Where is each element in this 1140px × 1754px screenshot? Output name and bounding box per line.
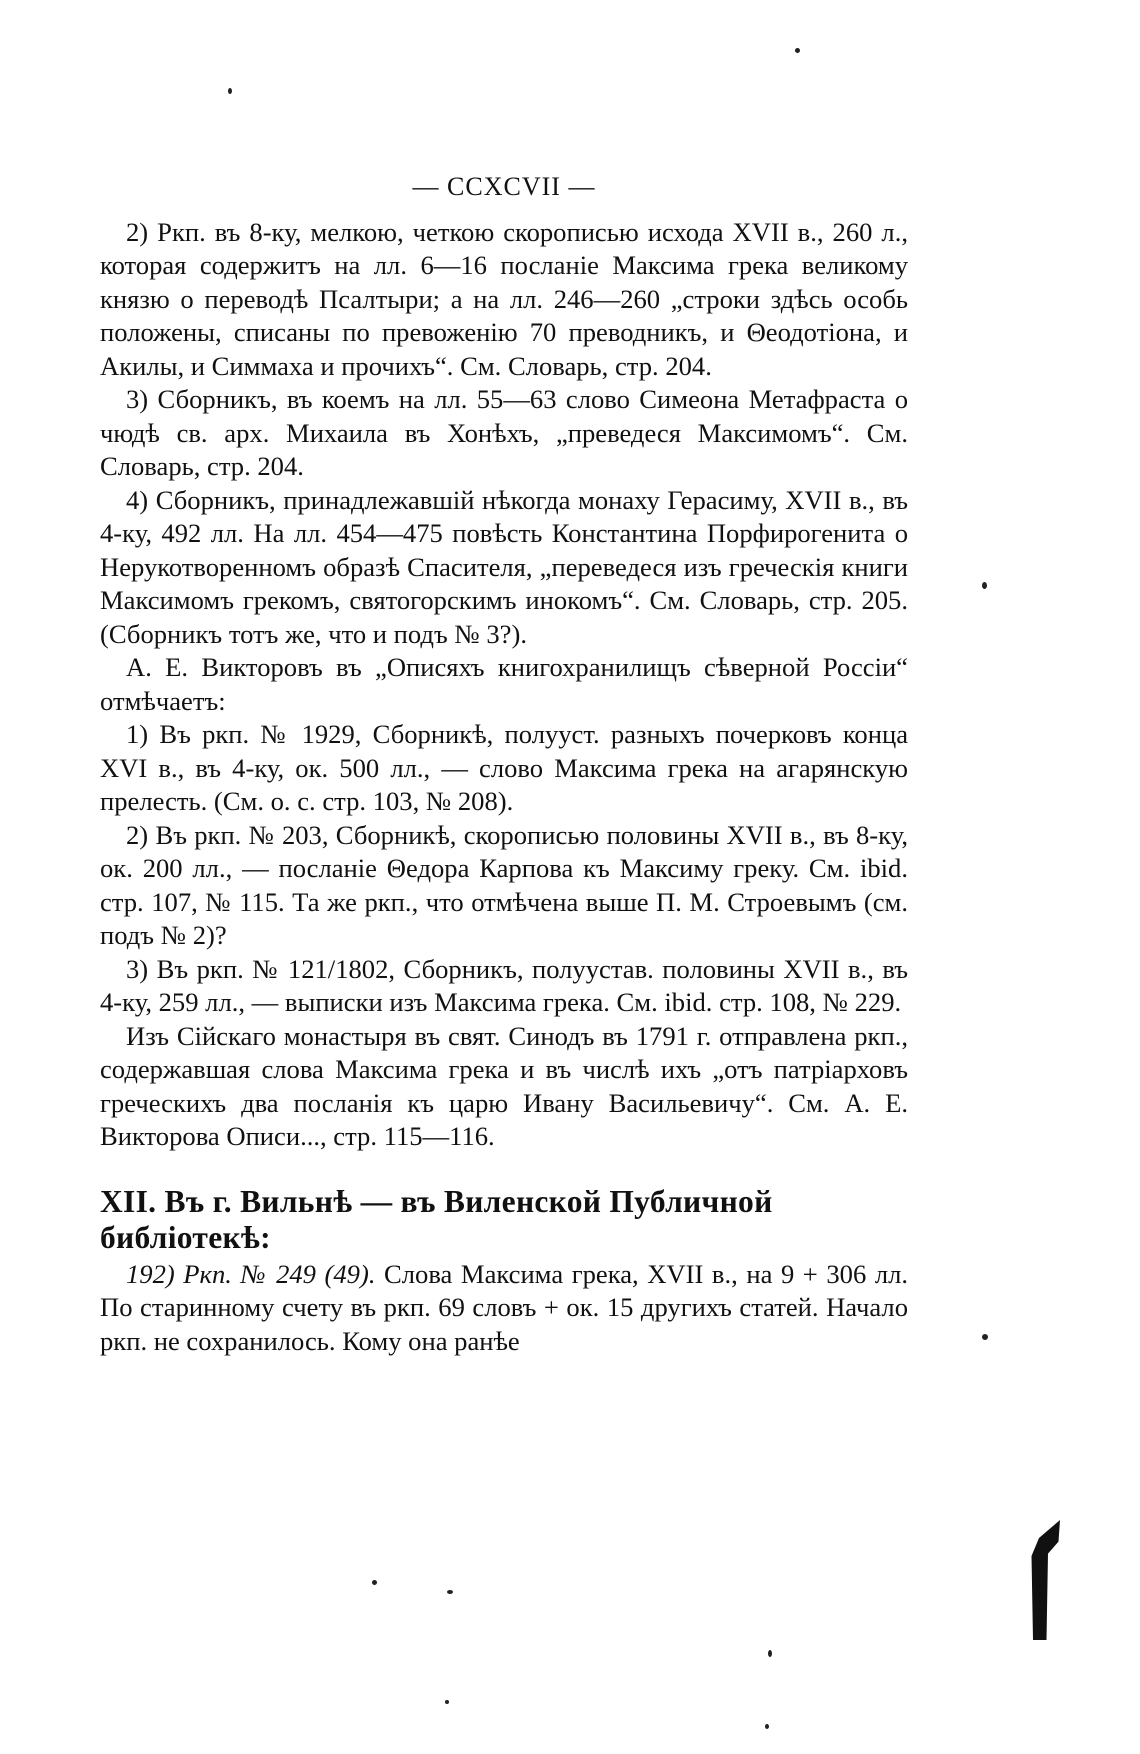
paragraph: 3) Сборникъ, въ коемъ на лл. 55—63 слово Симеона Метафраста о чюдѣ св. арх. Михаила въ Хонѣхъ, „преведеся Максимомъ“. См. Словарь, стр. 204.	[100, 384, 908, 481]
paragraph: 1) Въ ркп. № 1929, Сборникѣ, полууст. разныхъ почерковъ конца XVI в., въ 4-ку, ок. 500 лл., — слово Максима грека на агарянскую прелесть. (См. о. с. стр. 103, № 208).	[100, 719, 908, 816]
page-body	[100, 170, 908, 1358]
paragraph: А. Е. Викторовъ въ „Описяхъ книгохранилищъ сѣверной Россіи“ отмѣчаетъ:	[100, 652, 908, 716]
scan-speck	[372, 1580, 377, 1585]
scan-speck	[447, 1590, 453, 1594]
scan-speck	[982, 582, 987, 589]
scan-speck	[228, 88, 232, 94]
scan-speck	[795, 48, 800, 53]
page-number-header: — CCXCVII —	[412, 172, 596, 201]
paragraph: 2) Ркп. въ 8-ку, мелкою, четкою скорописью исхода XVII в., 260 л., которая содержитъ на лл. 6—16 посланіе Максима грека великому князю о переводѣ Псалтыри; а на лл. 246—260 „строки здѣсь особь положены, списаны по превоженію 70 преводникъ, и Θеодотіона, и Акилы, и Симмаха и прочихъ“. См. Словарь, стр. 204.	[100, 216, 908, 381]
paragraph: Изъ Сійскаго монастыря въ свят. Синодъ въ 1791 г. отправлена ркп., содержавшая слова Максима грека и въ числѣ ихъ „отъ патріарховъ греческихъ два посланія къ царю Ивану Васильевичу“. См. А. Е. Викторова Описи..., стр. 115—116.	[100, 1020, 908, 1151]
scan-speck	[765, 1724, 769, 1729]
section-heading: XII. Въ г. Вильнѣ — въ Виленской Публичной библіотекѣ:	[100, 1183, 773, 1255]
scan-speck	[445, 1700, 449, 1704]
paragraph: 4) Сборникъ, принадлежавшій нѣкогда монаху Герасиму, XVII в., въ 4-ку, 492 лл. На лл. 454—475 повѣсть Константина Порфирогенита о Нерукотворенномъ образѣ Спасителя, „переведеся изъ греческія книги Максимомъ грекомъ, святогорскимъ инокомъ“. См. Словарь, стр. 205. (Сборникъ тотъ же, что и подъ № 3?).	[100, 484, 908, 649]
scan-mark	[1030, 1520, 1060, 1640]
paragraph: 2) Въ ркп. № 203, Сборникѣ, скорописью половины XVII в., въ 8-ку, ок. 200 лл., — посланіе Θедора Карпова къ Максиму греку. См. ibid. стр. 107, № 115. Та же ркп., что отмѣчена выше П. М. Строевымъ (см. подъ № 2)?	[100, 819, 908, 950]
paragraph: 3) Въ ркп. № 121/1802, Сборникъ, полуустав. половины XVII в., въ 4-ку, 259 лл., — выписки изъ Максима грека. См. ibid. стр. 108, № 229.	[100, 953, 908, 1017]
entry-number: 192) Ркп. № 249 (49).	[126, 1258, 376, 1289]
scan-speck	[768, 1650, 772, 1657]
scan-speck	[982, 1334, 988, 1340]
entry-paragraph	[100, 1258, 908, 1359]
entry-text: Слова Максима грека, XVII в., на 9 + 306 лл. По старинному счету въ ркп. 69 словъ + ок. 15 другихъ статей. Начало ркп. не сохранилось. Кому она ранѣе	[100, 1258, 909, 1356]
